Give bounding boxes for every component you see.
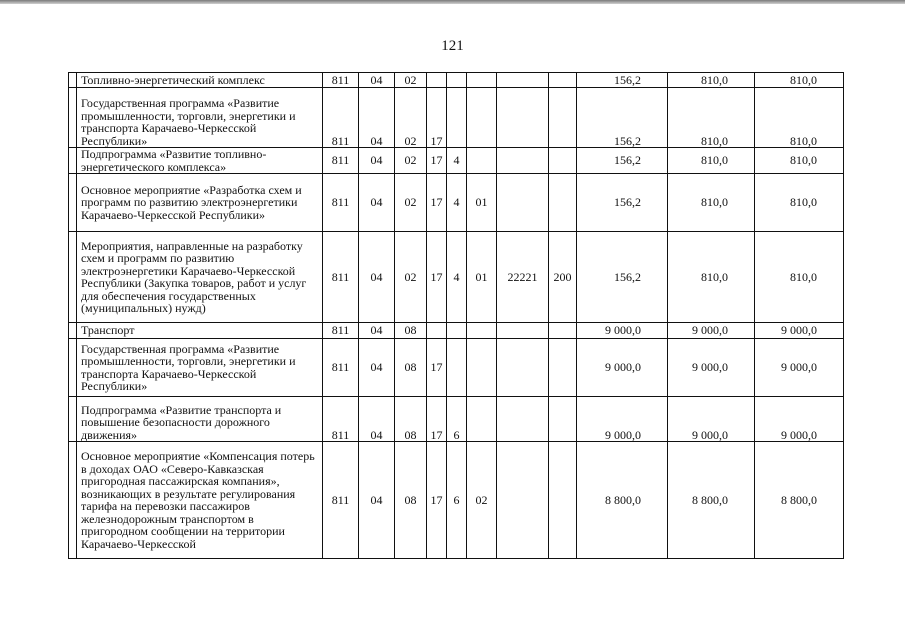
code-activity-cell <box>467 397 497 442</box>
amount-year-2-cell: 9 000,0 <box>668 339 755 397</box>
code-program-cell: 17 <box>427 397 447 442</box>
amount-year-1-cell: 156,2 <box>577 88 668 148</box>
code-subprogram-cell: 6 <box>447 442 467 559</box>
row-lead-cell <box>69 148 77 174</box>
amount-year-3-cell: 810,0 <box>755 73 844 88</box>
row-name-cell: Мероприятия, направленные на разработку схем и программ по развитию электроэнергетики Карачаево-Черкесской Республики (Закупка товаров, работ и услуг для обеспечения государственных (муниципальных) нужд) <box>77 232 323 323</box>
row-lead-cell <box>69 174 77 232</box>
code-expense-type-cell <box>549 442 577 559</box>
amount-year-2-cell: 810,0 <box>668 148 755 174</box>
table-row <box>69 397 844 442</box>
code-grbs-cell: 811 <box>323 339 359 397</box>
amount-year-3-cell: 810,0 <box>755 88 844 148</box>
row-lead-cell <box>69 339 77 397</box>
code-activity-cell: 01 <box>467 174 497 232</box>
amount-year-2-cell: 9 000,0 <box>668 397 755 442</box>
code-subprogram-cell: 4 <box>447 148 467 174</box>
code-grbs-cell: 811 <box>323 442 359 559</box>
code-expense-type-cell <box>549 323 577 339</box>
code-subprogram-cell <box>447 88 467 148</box>
code-grbs-cell: 811 <box>323 148 359 174</box>
code-grbs-cell: 811 <box>323 323 359 339</box>
row-lead-cell <box>69 442 77 559</box>
code-section-cell: 04 <box>359 88 395 148</box>
table-row <box>69 148 844 174</box>
code-subprogram-cell: 4 <box>447 174 467 232</box>
amount-year-3-cell: 810,0 <box>755 148 844 174</box>
table-row <box>69 232 844 323</box>
amount-year-2-cell: 8 800,0 <box>668 442 755 559</box>
code-expense-type-cell <box>549 174 577 232</box>
code-section-cell: 04 <box>359 397 395 442</box>
code-program-cell: 17 <box>427 174 447 232</box>
code-grbs-cell: 811 <box>323 397 359 442</box>
row-lead-cell <box>69 232 77 323</box>
row-name-cell: Транспорт <box>77 323 323 339</box>
scan-top-edge <box>0 0 905 4</box>
amount-year-2-cell: 810,0 <box>668 232 755 323</box>
table-row <box>69 88 844 148</box>
code-activity-cell: 02 <box>467 442 497 559</box>
code-direction-cell <box>497 323 549 339</box>
amount-year-2-cell: 9 000,0 <box>668 323 755 339</box>
table-row <box>69 323 844 339</box>
code-expense-type-cell <box>549 73 577 88</box>
code-subsection-cell: 02 <box>395 148 427 174</box>
code-section-cell: 04 <box>359 323 395 339</box>
row-name-cell: Основное мероприятие «Разработка схем и программ по развитию электроэнергетики Карачаево-Черкесской Республики» <box>77 174 323 232</box>
row-lead-cell <box>69 323 77 339</box>
code-expense-type-cell: 200 <box>549 232 577 323</box>
code-direction-cell <box>497 397 549 442</box>
code-expense-type-cell <box>549 339 577 397</box>
code-section-cell: 04 <box>359 148 395 174</box>
code-subprogram-cell <box>447 73 467 88</box>
code-direction-cell <box>497 88 549 148</box>
code-program-cell: 17 <box>427 442 447 559</box>
code-program-cell: 17 <box>427 339 447 397</box>
table-row <box>69 339 844 397</box>
row-lead-cell <box>69 88 77 148</box>
code-activity-cell <box>467 88 497 148</box>
amount-year-3-cell: 9 000,0 <box>755 397 844 442</box>
code-activity-cell <box>467 73 497 88</box>
amount-year-1-cell: 156,2 <box>577 232 668 323</box>
code-expense-type-cell <box>549 88 577 148</box>
code-expense-type-cell <box>549 397 577 442</box>
row-name-cell: Основное мероприятие «Компенсация потерь в доходах ОАО «Северо-Кавказская пригородная пассажирская компания», возникающих в результате регулирования тарифа на перевозки пассажиров железнодорожным транспортом в пригородном сообщении на территории Карачаево-Черкесской <box>77 442 323 559</box>
page-number: 121 <box>441 38 464 54</box>
code-section-cell: 04 <box>359 232 395 323</box>
code-section-cell: 04 <box>359 339 395 397</box>
code-subprogram-cell: 4 <box>447 232 467 323</box>
code-direction-cell <box>497 174 549 232</box>
code-section-cell: 04 <box>359 73 395 88</box>
code-direction-cell <box>497 73 549 88</box>
code-direction-cell <box>497 339 549 397</box>
amount-year-3-cell: 9 000,0 <box>755 323 844 339</box>
amount-year-1-cell: 156,2 <box>577 148 668 174</box>
code-program-cell <box>427 73 447 88</box>
budget-table <box>68 72 844 559</box>
row-name-cell: Государственная программа «Развитие промышленности, торговли, энергетики и транспорта Карачаево-Черкесской Республики» <box>77 88 323 148</box>
code-subprogram-cell <box>447 323 467 339</box>
code-subsection-cell: 08 <box>395 442 427 559</box>
code-subprogram-cell: 6 <box>447 397 467 442</box>
amount-year-1-cell: 9 000,0 <box>577 339 668 397</box>
amount-year-1-cell: 9 000,0 <box>577 323 668 339</box>
code-subsection-cell: 02 <box>395 73 427 88</box>
code-grbs-cell: 811 <box>323 88 359 148</box>
code-activity-cell <box>467 339 497 397</box>
row-name-cell: Топливно-энергетический комплекс <box>77 73 323 88</box>
code-grbs-cell: 811 <box>323 174 359 232</box>
code-activity-cell <box>467 148 497 174</box>
code-direction-cell: 22221 <box>497 232 549 323</box>
amount-year-3-cell: 9 000,0 <box>755 339 844 397</box>
code-subsection-cell: 02 <box>395 174 427 232</box>
amount-year-1-cell: 8 800,0 <box>577 442 668 559</box>
amount-year-2-cell: 810,0 <box>668 174 755 232</box>
amount-year-3-cell: 8 800,0 <box>755 442 844 559</box>
table-row <box>69 442 844 559</box>
code-direction-cell <box>497 442 549 559</box>
row-lead-cell <box>69 397 77 442</box>
code-program-cell: 17 <box>427 232 447 323</box>
amount-year-1-cell: 156,2 <box>577 73 668 88</box>
code-grbs-cell: 811 <box>323 232 359 323</box>
code-subsection-cell: 02 <box>395 232 427 323</box>
row-lead-cell <box>69 73 77 88</box>
row-name-cell: Подпрограмма «Развитие топливно-энергетического комплекса» <box>77 148 323 174</box>
code-activity-cell: 01 <box>467 232 497 323</box>
row-name-cell: Подпрограмма «Развитие транспорта и повышение безопасности дорожного движения» <box>77 397 323 442</box>
code-subsection-cell: 02 <box>395 88 427 148</box>
code-direction-cell <box>497 148 549 174</box>
code-section-cell: 04 <box>359 174 395 232</box>
code-program-cell: 17 <box>427 148 447 174</box>
code-subprogram-cell <box>447 339 467 397</box>
amount-year-1-cell: 156,2 <box>577 174 668 232</box>
code-expense-type-cell <box>549 148 577 174</box>
code-grbs-cell: 811 <box>323 73 359 88</box>
amount-year-3-cell: 810,0 <box>755 174 844 232</box>
amount-year-3-cell: 810,0 <box>755 232 844 323</box>
amount-year-2-cell: 810,0 <box>668 73 755 88</box>
table-row <box>69 73 844 88</box>
code-activity-cell <box>467 323 497 339</box>
table-row <box>69 174 844 232</box>
amount-year-1-cell: 9 000,0 <box>577 397 668 442</box>
code-subsection-cell: 08 <box>395 397 427 442</box>
code-subsection-cell: 08 <box>395 339 427 397</box>
code-program-cell <box>427 323 447 339</box>
code-program-cell: 17 <box>427 88 447 148</box>
code-subsection-cell: 08 <box>395 323 427 339</box>
row-name-cell: Государственная программа «Развитие промышленности, торговли, энергетики и транспорта Карачаево-Черкесской Республики» <box>77 339 323 397</box>
code-section-cell: 04 <box>359 442 395 559</box>
amount-year-2-cell: 810,0 <box>668 88 755 148</box>
